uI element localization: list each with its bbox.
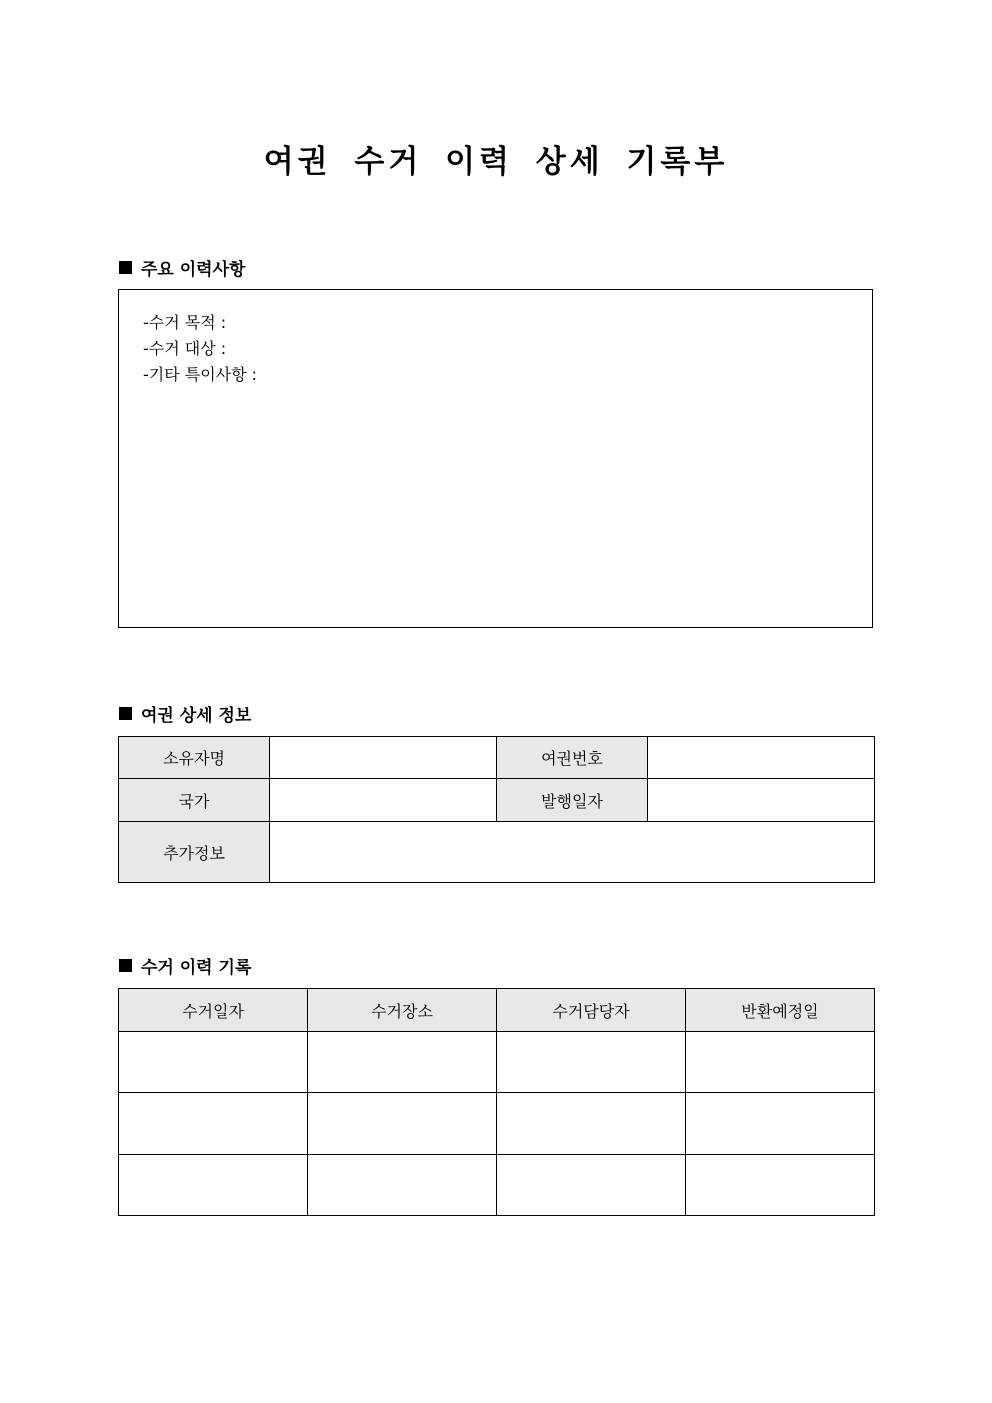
cell-return-date[interactable] <box>686 1032 875 1093</box>
table-row <box>119 1032 875 1093</box>
table-row <box>119 822 875 883</box>
cell-collection-date[interactable] <box>119 1093 308 1155</box>
field-country[interactable] <box>270 779 497 822</box>
field-owner-name[interactable] <box>270 737 497 779</box>
memo-line-target: -수거 대상 : <box>143 339 227 358</box>
cell-return-date[interactable] <box>686 1093 875 1155</box>
field-passport-number[interactable] <box>648 737 875 779</box>
table-row <box>119 1093 875 1155</box>
section-heading-passport-detail <box>119 701 251 726</box>
cell-collector[interactable] <box>497 1093 686 1155</box>
memo-line-purpose: -수거 목적 : <box>143 313 227 332</box>
cell-return-date[interactable] <box>686 1155 875 1216</box>
section-heading-summary <box>119 255 245 280</box>
section-heading-collection-history <box>119 953 251 978</box>
cell-collector[interactable] <box>497 1155 686 1216</box>
cell-collection-place[interactable] <box>308 1032 497 1093</box>
collection-history-table <box>118 988 875 1216</box>
black-square-icon <box>119 959 132 972</box>
column-header-collector: 수거담당자 <box>497 989 686 1032</box>
cell-collection-place[interactable] <box>308 1093 497 1155</box>
black-square-icon <box>119 261 132 274</box>
column-header-return-date: 반환예정일 <box>686 989 875 1032</box>
summary-memo-box[interactable] <box>118 289 873 628</box>
cell-collection-date[interactable] <box>119 1032 308 1093</box>
passport-detail-table <box>118 736 875 883</box>
label-country: 국가 <box>119 779 270 822</box>
table-row <box>119 737 875 779</box>
black-square-icon <box>119 707 132 720</box>
table-row <box>119 779 875 822</box>
memo-line-notes: -기타 특이사항 : <box>143 365 258 384</box>
column-header-collection-date: 수거일자 <box>119 989 308 1032</box>
section-heading-label: 여권 상세 정보 <box>141 706 252 726</box>
field-additional-info[interactable] <box>270 822 875 883</box>
section-heading-label: 주요 이력사항 <box>141 260 246 280</box>
field-issue-date[interactable] <box>648 779 875 822</box>
cell-collection-date[interactable] <box>119 1155 308 1216</box>
document-title: 여권 수거 이력 상세 기록부 <box>263 144 729 180</box>
label-additional-info: 추가정보 <box>119 822 270 883</box>
cell-collector[interactable] <box>497 1032 686 1093</box>
label-passport-number: 여권번호 <box>497 737 648 779</box>
section-heading-label: 수거 이력 기록 <box>141 958 252 978</box>
label-issue-date: 발행일자 <box>497 779 648 822</box>
table-row <box>119 1155 875 1216</box>
cell-collection-place[interactable] <box>308 1155 497 1216</box>
label-owner-name: 소유자명 <box>119 737 270 779</box>
column-header-collection-place: 수거장소 <box>308 989 497 1032</box>
table-header-row <box>119 989 875 1032</box>
